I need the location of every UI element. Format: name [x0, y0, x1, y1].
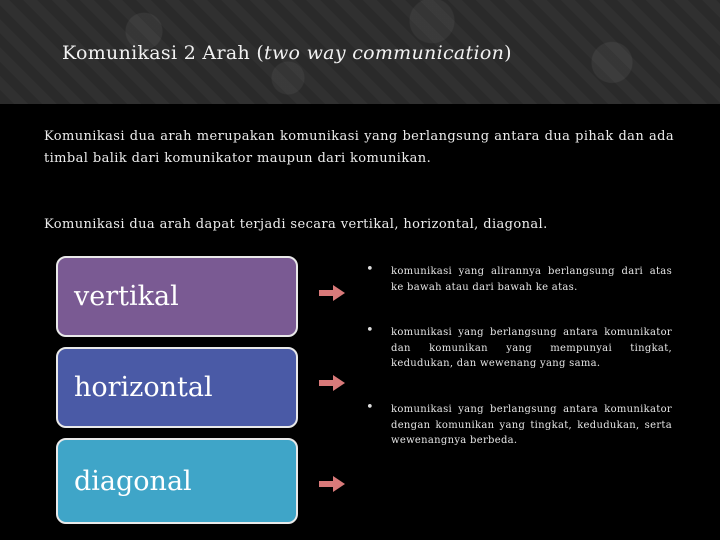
title-italic: two way communication [264, 42, 505, 64]
bullet-icon: • [366, 323, 374, 338]
types-paragraph: Komunikasi dua arah dapat terjadi secara vertikal, horizontal, diagonal. [44, 217, 548, 232]
slide-title [62, 42, 512, 64]
bullet-text-diagonal: komunikasi yang berlangsung antara komunikator dengan komunikan yang tingkat, kedudukan, serta wewenangnya berbeda. [391, 404, 672, 446]
bullet-icon: • [366, 400, 374, 415]
right-arrow-icon [319, 476, 345, 492]
bullet-text-horizontal: komunikasi yang berlangsung antara komunikator dan komunikan yang mempunyai tingkat, kedudukan, dan wewenang yang sama. [391, 327, 672, 369]
box-diagonal [56, 438, 298, 524]
box-label: horizontal [74, 372, 213, 403]
title-banner [0, 0, 720, 104]
box-horizontal [56, 347, 298, 428]
right-arrow-icon [319, 375, 345, 391]
box-label: vertikal [74, 281, 179, 312]
box-vertikal [56, 256, 298, 337]
right-arrow-icon [319, 285, 345, 301]
title-close: ) [504, 42, 512, 64]
bullet-icon: • [366, 262, 374, 277]
title-main: Komunikasi 2 Arah ( [62, 42, 265, 64]
intro-paragraph: Komunikasi dua arah merupakan komunikasi yang berlangsung antara dua pihak dan ada timbal balik dari komunikator maupun dari komunikan. [44, 129, 674, 166]
bullet-text-vertikal: komunikasi yang alirannya berlangsung dari atas ke bawah atau dari bawah ke atas. [391, 266, 672, 293]
box-label: diagonal [74, 465, 192, 497]
